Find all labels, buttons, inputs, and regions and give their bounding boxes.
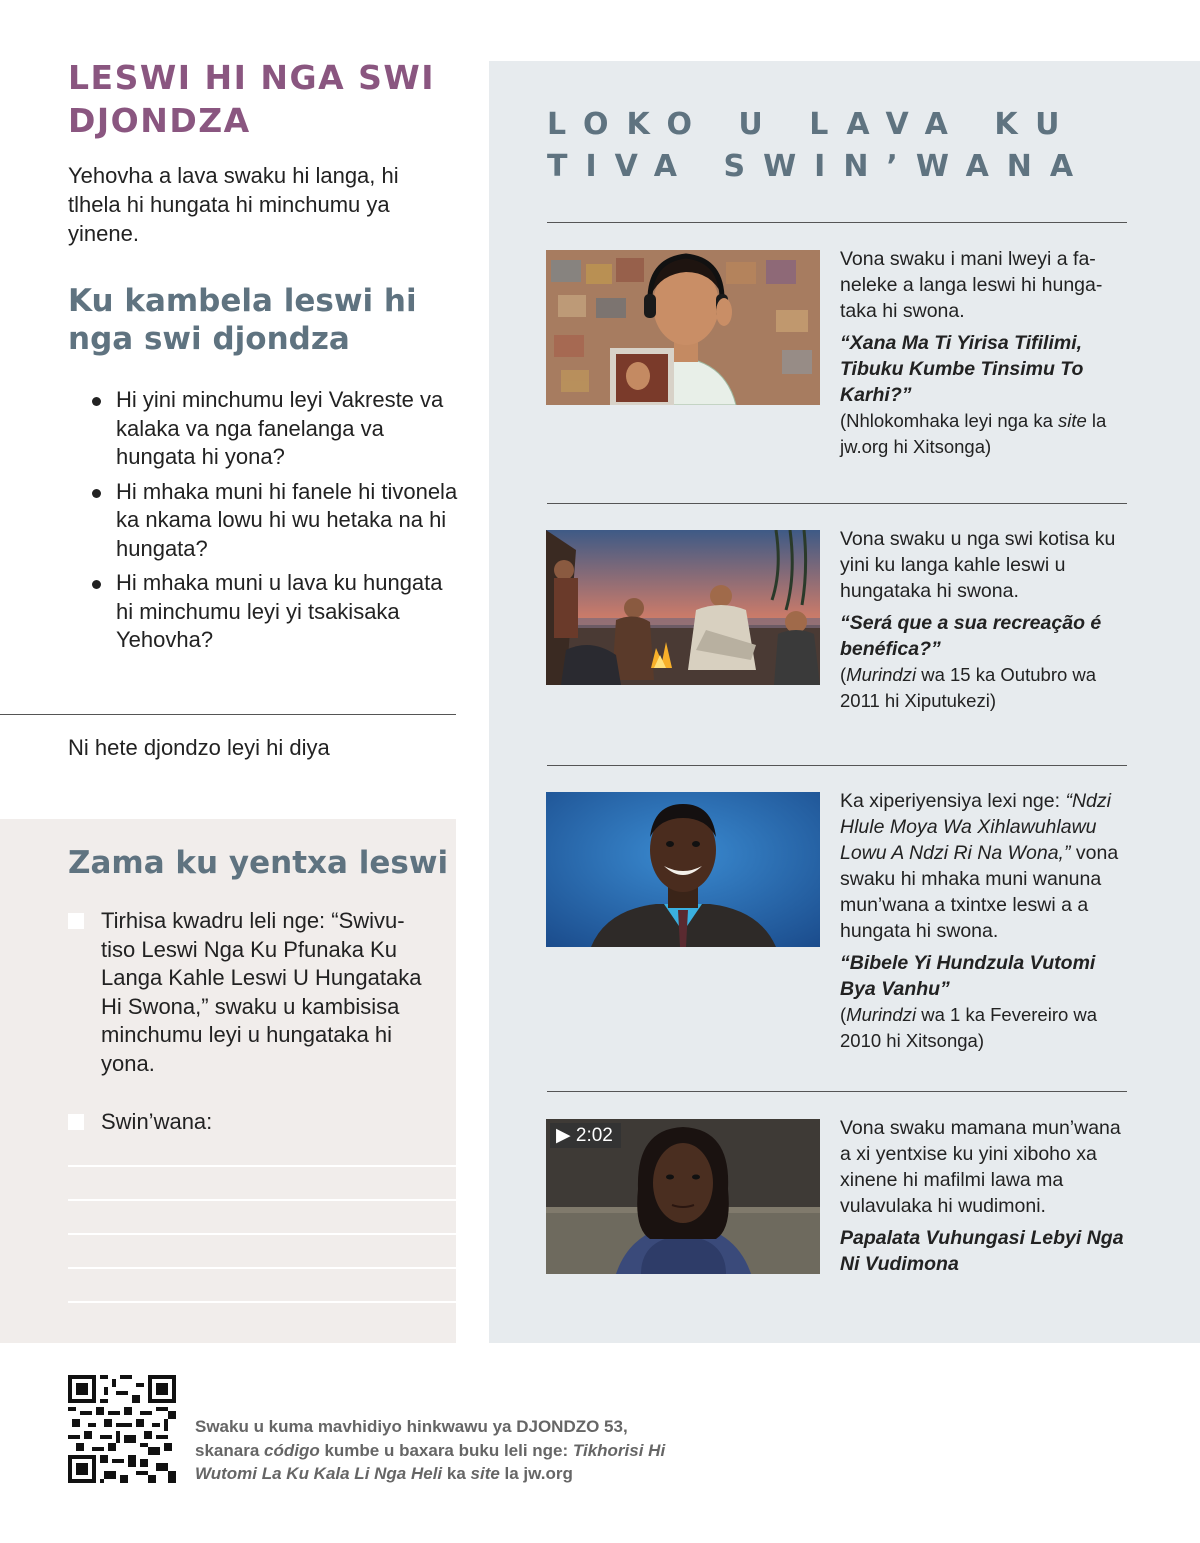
resource-description: Vona swaku i mani lweyi a faneleke a langa leswi hi hungataka hi swona. [840, 248, 1103, 322]
resource-item-2 [840, 526, 1130, 720]
task-2-text: Swin’wana: [101, 1109, 213, 1134]
teen-headphones-image [546, 250, 820, 405]
divider [547, 765, 1127, 766]
resource-source: (Murindzi wa 15 ka Outubro wa 2011 hi Xiputukezi) [840, 664, 1097, 711]
try-heading: Zama ku yentxa leswi [68, 845, 449, 881]
note-line[interactable] [68, 1267, 456, 1269]
review-heading: Ku kambela leswi hi nga swi djondza [68, 283, 417, 357]
resource-description: Vona swaku u nga swi kotisa ku yini ku langa kahle leswi u hungataka hi swona. [840, 528, 1116, 602]
resource-description: Ka xiperiyensiya lexi nge: “Ndzi Hlule Moya Wa Xihlawuhlawu Lowu A Ndzi Ri Na Wona,” vona swaku hi mhaka muni wanuna mun’wana a txintxe leswi a a hungata hi swona. [840, 790, 1119, 942]
review-question: Hi mhaka muni hi fanele hi tivonela ka nkama lowu hi wu hetaka na hi hungata? [92, 478, 462, 564]
footer-instructions: Swaku u kuma mavhidiyo hinkwawu ya DJONDZO 53, skanara código kumbe u baxara buku leli nge: Tikhorisi Hi Wutomi La Ku Kala Li Nga Heli ka site la jw.org [195, 1417, 666, 1483]
checkbox-task-1[interactable] [68, 913, 84, 929]
resource-item-4 [840, 1115, 1130, 1283]
divider [547, 503, 1127, 504]
divider [547, 222, 1127, 223]
review-list [92, 386, 462, 661]
resource-item-1 [840, 246, 1130, 466]
note-line[interactable] [68, 1199, 456, 1201]
review-question: Hi mhaka muni u lava ku hungata hi minchumu leyi yi tsakisaka Yehovha? [92, 569, 462, 655]
note-line[interactable] [68, 1301, 456, 1303]
thumbnail-smiling-man[interactable] [546, 792, 820, 947]
resource-publication-title[interactable]: “Será que a sua recreação é benéfica?” [840, 612, 1102, 660]
try-this-box [0, 819, 456, 1343]
campfire-painting-image [546, 530, 820, 685]
note-line[interactable] [68, 1233, 456, 1235]
divider [0, 714, 456, 715]
video-duration-badge: ▶ 2:02 [550, 1123, 621, 1148]
bullet-icon [92, 489, 101, 498]
smiling-man-image [546, 792, 820, 947]
resource-source: (Nhlokomhaka leyi nga ka site la jw.org hi Xitsonga) [840, 410, 1107, 457]
thumbnail-teen-with-headphones[interactable] [546, 250, 820, 405]
summary-title: LESWI HI NGA SWI DJONDZA [68, 58, 436, 140]
qr-code-icon[interactable] [68, 1375, 176, 1483]
checkbox-task-2[interactable] [68, 1114, 84, 1130]
completion-date-line[interactable]: Ni hete djondzo leyi hi diya [68, 735, 330, 760]
bullet-icon [92, 397, 101, 406]
note-line[interactable] [68, 1165, 456, 1167]
review-question: Hi yini minchumu leyi Vakreste va kalaka va nga fanelanga va hungata hi yona? [92, 386, 462, 472]
task-1-text: Tirhisa kwadru leli nge: “Swivutiso Leswi Nga Ku Pfunaka Ku Langa Kahle Leswi U Hungataka Hi Swona,” swaku u kambisisa minchumu leyi u hungataka hi yona. [101, 908, 422, 1076]
resource-publication-title[interactable]: “Bibele Yi Hundzula Vutomi Bya Vanhu” [840, 952, 1096, 1000]
bullet-icon [92, 580, 101, 589]
resource-publication-title[interactable]: “Xana Ma Ti Yirisa Tifilimi, Tibuku Kumbe Tinsimu To Karhi?” [840, 332, 1084, 406]
thumbnail-jesus-campfire[interactable] [546, 530, 820, 685]
summary-intro: Yehovha a lava swaku hi langa, hi tlhela hi hungata hi minchumu ya yinene. [68, 163, 399, 246]
divider [547, 1091, 1127, 1092]
video-thumbnail-woman[interactable] [546, 1119, 820, 1274]
resource-description: Vona swaku mamana mun’wana a xi yentxise ku yini xiboho xa xinene hi mafilmi lawa ma vulavulaka hi wudimoni. [840, 1117, 1121, 1217]
resource-item-3 [840, 788, 1130, 1060]
research-heading: LOKO U LAVA KU TIVA SWIN’WANA [547, 107, 1092, 184]
resource-video-title[interactable]: Papalata Vuhungasi Lebyi Nga Ni Vudimona [840, 1227, 1124, 1275]
resource-source: (Murindzi wa 1 ka Fevereiro wa 2010 hi Xitsonga) [840, 1004, 1098, 1051]
